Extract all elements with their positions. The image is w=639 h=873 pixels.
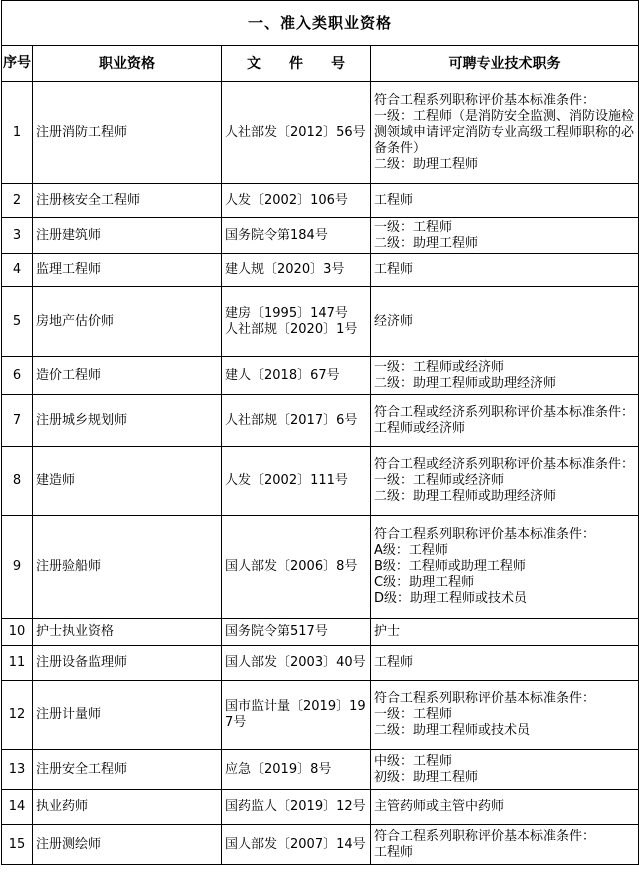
eligible-title-line: C级：助理工程师 (374, 575, 475, 590)
row-number: 15 (2, 825, 33, 865)
document-number: 人社部规〔2017〕6号 (222, 395, 371, 447)
document-number: 应急〔2019〕8号 (222, 750, 371, 790)
eligible-title-line: 工程师 (374, 262, 414, 277)
document-number: 人发〔2002〕106号 (222, 184, 371, 218)
eligible-title-line: 中级：工程师 (374, 753, 453, 769)
eligible-title-line: 一级：工程师或经济师 (374, 473, 505, 488)
eligible-title-cell (371, 447, 639, 516)
table-row (2, 82, 639, 184)
eligible-title-line: D级：助理工程师或技术员 (374, 591, 528, 606)
qualification-name: 造价工程师 (33, 357, 222, 395)
eligible-title-cell (371, 218, 639, 254)
eligible-title-cell (371, 790, 639, 825)
header-no: 序号 (2, 46, 33, 82)
eligible-title-line: 符合工程或经济系列职称评价基本标准条件： (374, 404, 635, 420)
eligible-title-line: 工程师 (374, 192, 414, 208)
eligible-title-cell (371, 681, 639, 750)
eligible-title-cell (371, 750, 639, 790)
qualification-name: 注册城乡规划师 (33, 395, 222, 447)
eligible-title-line: 工程师 (374, 844, 414, 860)
header-title: 可聘专业技术职务 (371, 46, 639, 82)
eligible-title-line: 符合工程或经济系列职称评价基本标准条件： (374, 457, 635, 472)
table-row (2, 287, 639, 357)
eligible-title-line: 符合工程系列职称评价基本标准条件： (374, 527, 596, 542)
row-number: 5 (2, 287, 33, 357)
document-number: 建人规〔2020〕3号 (222, 254, 371, 287)
qualification-name: 注册消防工程师 (33, 82, 222, 184)
row-number: 1 (2, 82, 33, 184)
table-row (2, 790, 639, 825)
row-number: 7 (2, 395, 33, 447)
eligible-title-line: A级：工程师 (374, 543, 448, 558)
eligible-title-line: 二级：助理工程师 (374, 235, 479, 251)
document-number: 国务院令第184号 (222, 218, 371, 254)
qualification-name: 注册建筑师 (33, 218, 222, 254)
document-number: 国务院令第517号 (222, 619, 371, 646)
eligible-title-line: 主管药师或主管中药师 (374, 799, 505, 814)
row-number: 13 (2, 750, 33, 790)
eligible-title-line: 工程师 (374, 655, 414, 670)
eligible-title-cell (371, 516, 639, 619)
qualification-name: 监理工程师 (33, 254, 222, 287)
eligible-title-cell (371, 82, 639, 184)
row-number: 9 (2, 516, 33, 619)
row-number: 2 (2, 184, 33, 218)
table-row (2, 619, 639, 646)
document-number: 国人部发〔2007〕14号 (222, 825, 371, 865)
eligible-title-line: 二级：助理工程师或技术员 (374, 723, 531, 738)
table-row (2, 184, 639, 218)
eligible-title-cell (371, 825, 639, 865)
eligible-title-cell (371, 254, 639, 287)
table-row (2, 254, 639, 287)
table-title: 一、准入类职业资格 (2, 1, 639, 46)
eligible-title-line: 护士 (374, 624, 401, 639)
header-document: 文 件 号 (222, 46, 371, 82)
qualification-name: 注册核安全工程师 (33, 184, 222, 218)
eligible-title-line: 二级：助理工程师或助理经济师 (374, 489, 557, 504)
table-row (2, 447, 639, 516)
eligible-title-line: 符合工程系列职称评价基本标准条件： (374, 691, 596, 706)
qualification-table (1, 0, 639, 865)
table-row (2, 681, 639, 750)
qualification-name: 注册测绘师 (33, 825, 222, 865)
row-number: 14 (2, 790, 33, 825)
eligible-title-cell (371, 184, 639, 218)
eligible-title-line: 一级：工程师（是消防安全监测、消防设施检测领域申请评定消防专业高级工程师职称的必备条件） (374, 108, 635, 156)
qualification-name: 护士执业资格 (33, 619, 222, 646)
qualification-name: 房地产估价师 (33, 287, 222, 357)
eligible-title-line: 经济师 (374, 313, 414, 329)
document-number: 国药监人〔2019〕12号 (222, 790, 371, 825)
row-number: 6 (2, 357, 33, 395)
qualification-name: 建造师 (33, 447, 222, 516)
document-number: 国人部发〔2003〕40号 (222, 646, 371, 681)
qualification-name: 注册验船师 (33, 516, 222, 619)
row-number: 10 (2, 619, 33, 646)
eligible-title-line: 一级：工程师 (374, 707, 453, 722)
document-number: 国人部发〔2006〕8号 (222, 516, 371, 619)
eligible-title-cell (371, 619, 639, 646)
table-row (2, 750, 639, 790)
eligible-title-line: 工程师或经济师 (374, 420, 466, 436)
eligible-title-line: 二级：助理工程师 (374, 156, 479, 172)
table-row (2, 646, 639, 681)
qualification-name: 执业药师 (33, 790, 222, 825)
eligible-title-line: 二级：助理工程师或助理经济师 (374, 375, 557, 391)
table-row (2, 357, 639, 395)
header-qualification: 职业资格 (33, 46, 222, 82)
table-row (2, 218, 639, 254)
document-number: 人社部发〔2012〕56号 (222, 82, 371, 184)
document-number: 国市监计量〔2019〕197号 (222, 681, 371, 750)
qualification-name: 注册安全工程师 (33, 750, 222, 790)
document-number: 建房〔1995〕147号 人社部规〔2020〕1号 (222, 287, 371, 357)
row-number: 3 (2, 218, 33, 254)
table-row (2, 825, 639, 865)
eligible-title-line: 初级：助理工程师 (374, 769, 479, 785)
row-number: 11 (2, 646, 33, 681)
row-number: 8 (2, 447, 33, 516)
eligible-title-line: 符合工程系列职称评价基本标准条件： (374, 828, 596, 844)
eligible-title-cell (371, 395, 639, 447)
qualification-name: 注册设备监理师 (33, 646, 222, 681)
document-number: 建人〔2018〕67号 (222, 357, 371, 395)
eligible-title-line: 一级：工程师或经济师 (374, 359, 505, 375)
eligible-title-cell (371, 287, 639, 357)
table-row (2, 395, 639, 447)
eligible-title-line: 一级：工程师 (374, 219, 453, 235)
row-number: 4 (2, 254, 33, 287)
qualification-name: 注册计量师 (33, 681, 222, 750)
table-row (2, 516, 639, 619)
eligible-title-cell (371, 357, 639, 395)
row-number: 12 (2, 681, 33, 750)
eligible-title-line: B级：工程师或助理工程师 (374, 559, 526, 574)
eligible-title-cell (371, 646, 639, 681)
eligible-title-line: 符合工程系列职称评价基本标准条件： (374, 92, 596, 108)
document-number: 人发〔2002〕111号 (222, 447, 371, 516)
